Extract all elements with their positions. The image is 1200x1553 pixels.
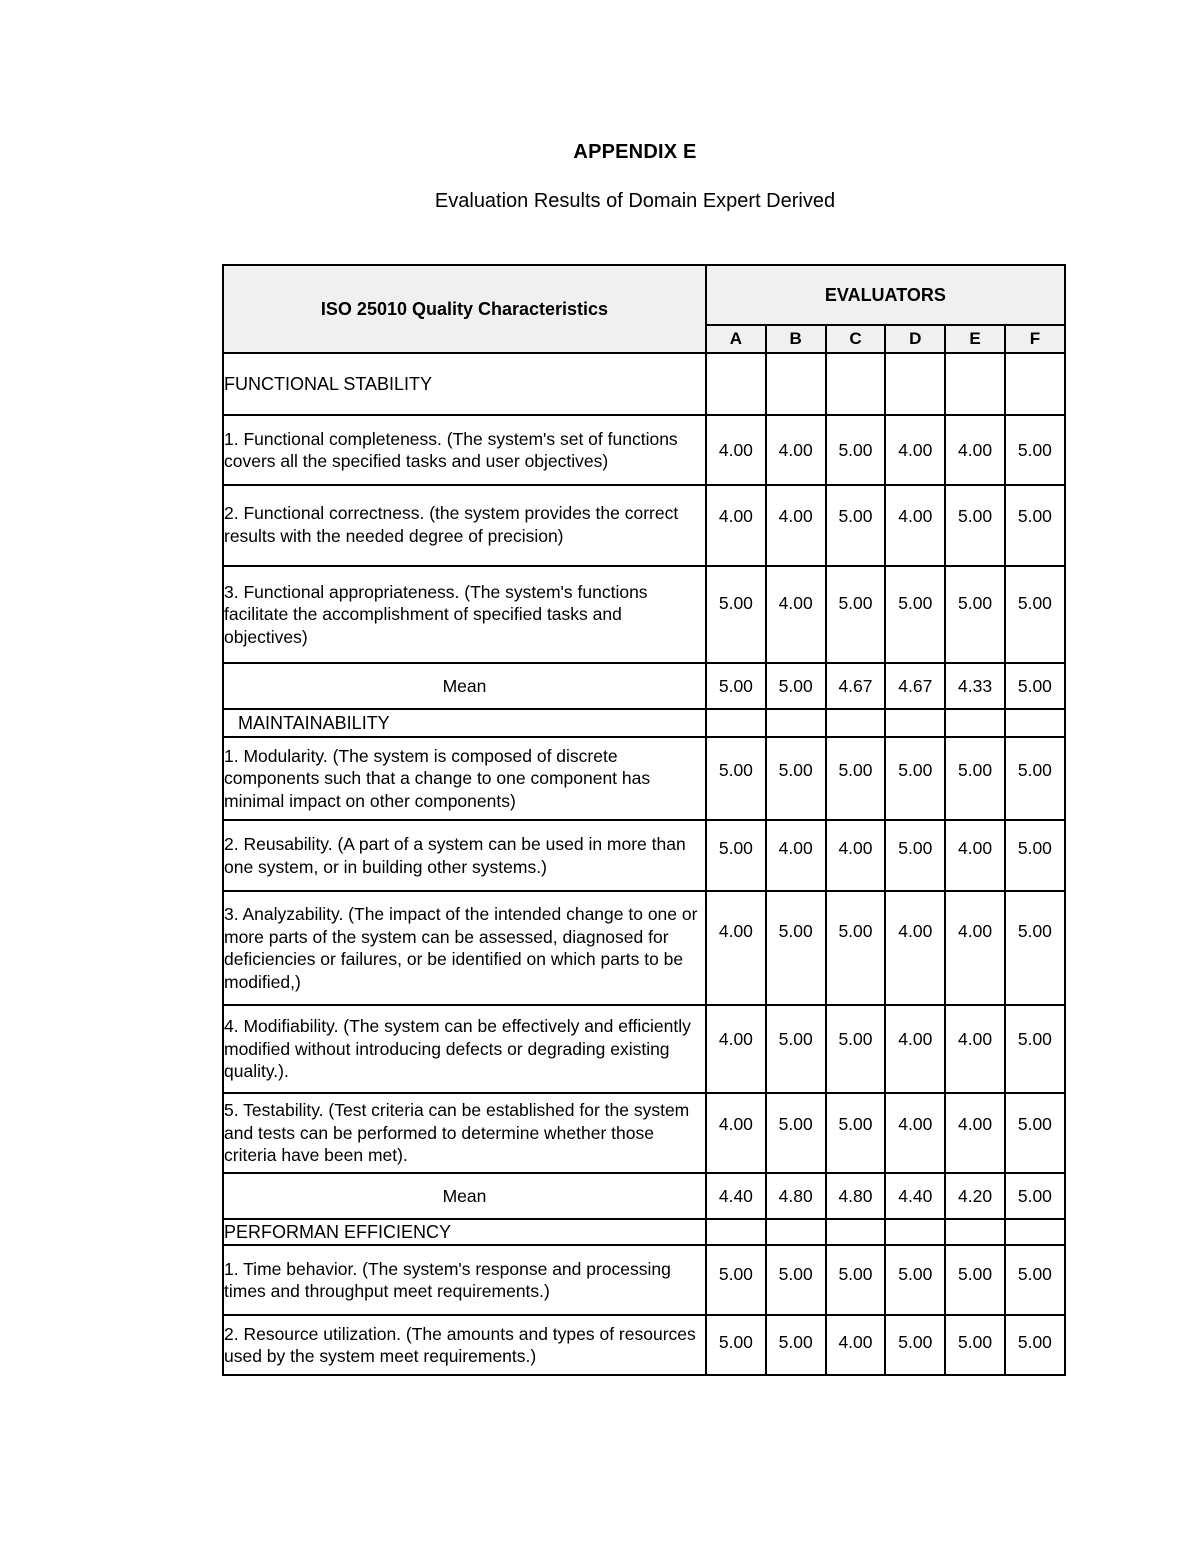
score-cell: 5.00 (826, 1093, 886, 1173)
mean-cell: 4.40 (706, 1173, 766, 1219)
table-row (223, 415, 1065, 485)
score-cell: 4.00 (766, 820, 826, 891)
evaluator-letter: E (945, 325, 1005, 353)
criterion-text: 3. Analyzability. (The impact of the intended change to one or more parts of the system can be assessed, diagnosed for deficiencies or failures, or be identified on which parts to be modified,) (223, 891, 706, 1005)
score-cell: 4.00 (885, 1005, 945, 1093)
score-cell: 5.00 (1005, 566, 1065, 663)
table-row (223, 1315, 1065, 1375)
score-cell: 5.00 (766, 1005, 826, 1093)
criterion-text: 2. Reusability. (A part of a system can be used in more than one system, or in building other systems.) (223, 820, 706, 891)
mean-row (223, 1173, 1065, 1219)
criterion-text: 1. Time behavior. (The system's response and processing times and throughput meet requirements.) (223, 1245, 706, 1315)
mean-row (223, 663, 1065, 709)
table-row (223, 1245, 1065, 1315)
score-cell: 4.00 (706, 485, 766, 566)
score-cell: 4.00 (706, 1093, 766, 1173)
section-row (223, 353, 1065, 415)
score-cell: 4.00 (945, 820, 1005, 891)
mean-cell: 4.40 (885, 1173, 945, 1219)
score-cell: 4.00 (706, 891, 766, 1005)
score-cell: 4.00 (706, 1005, 766, 1093)
score-cell: 4.00 (885, 415, 945, 485)
score-cell: 5.00 (885, 737, 945, 820)
evaluator-letter: F (1005, 325, 1065, 353)
score-cell: 4.00 (766, 566, 826, 663)
criterion-text: 1. Functional completeness. (The system's set of functions covers all the specified tasks and user objectives) (223, 415, 706, 485)
score-cell: 5.00 (826, 1245, 886, 1315)
table-row (223, 737, 1065, 820)
score-cell: 5.00 (826, 1005, 886, 1093)
mean-label: Mean (223, 663, 706, 709)
section-title: FUNCTIONAL STABILITY (223, 353, 706, 415)
score-cell: 5.00 (826, 485, 886, 566)
evaluator-letter: B (766, 325, 826, 353)
evaluator-letter: C (826, 325, 886, 353)
score-cell: 5.00 (1005, 1245, 1065, 1315)
header-evaluators: EVALUATORS (706, 265, 1065, 325)
score-cell: 5.00 (1005, 415, 1065, 485)
table-row (223, 566, 1065, 663)
score-cell: 5.00 (885, 1245, 945, 1315)
header-characteristics: ISO 25010 Quality Characteristics (223, 265, 706, 353)
criterion-text: 3. Functional appropriateness. (The system's functions facilitate the accomplishment of specified tasks and objectives) (223, 566, 706, 663)
criterion-text: 2. Resource utilization. (The amounts and types of resources used by the system meet requirements.) (223, 1315, 706, 1375)
section-title: PERFORMAN EFFICIENCY (223, 1219, 706, 1245)
score-cell: 5.00 (766, 1315, 826, 1375)
criterion-text: 2. Functional correctness. (the system provides the correct results with the needed degree of precision) (223, 485, 706, 566)
score-cell: 4.00 (885, 891, 945, 1005)
score-cell: 5.00 (1005, 820, 1065, 891)
score-cell: 5.00 (1005, 737, 1065, 820)
score-cell: 4.00 (945, 415, 1005, 485)
score-cell: 4.00 (826, 820, 886, 891)
section-title: MAINTAINABILITY (223, 709, 706, 737)
score-cell: 5.00 (1005, 1005, 1065, 1093)
mean-cell: 4.80 (826, 1173, 886, 1219)
mean-cell: 4.67 (826, 663, 886, 709)
score-cell: 5.00 (766, 1093, 826, 1173)
score-cell: 5.00 (706, 1315, 766, 1375)
score-cell: 5.00 (826, 737, 886, 820)
score-cell: 4.00 (766, 415, 826, 485)
score-cell: 4.00 (885, 1093, 945, 1173)
score-cell: 5.00 (706, 566, 766, 663)
table-row (223, 485, 1065, 566)
score-cell: 5.00 (766, 891, 826, 1005)
table-row (223, 1093, 1065, 1173)
criterion-text: 4. Modifiability. (The system can be effectively and efficiently modified without introducing defects or degrading existing quality.). (223, 1005, 706, 1093)
score-cell: 5.00 (945, 1245, 1005, 1315)
table-row (223, 891, 1065, 1005)
score-cell: 5.00 (945, 566, 1005, 663)
score-cell: 4.00 (945, 891, 1005, 1005)
score-cell: 5.00 (1005, 891, 1065, 1005)
appendix-subheading: Evaluation Results of Domain Expert Derived (434, 190, 836, 212)
evaluation-table (222, 264, 1066, 1376)
criterion-text: 1. Modularity. (The system is composed of discrete components such that a change to one component has minimal impact on other components) (223, 737, 706, 820)
score-cell: 5.00 (885, 566, 945, 663)
mean-cell: 5.00 (766, 663, 826, 709)
score-cell: 4.00 (766, 485, 826, 566)
mean-cell: 4.67 (885, 663, 945, 709)
score-cell: 5.00 (1005, 1315, 1065, 1375)
score-cell: 5.00 (706, 1245, 766, 1315)
score-cell: 5.00 (945, 1315, 1005, 1375)
score-cell: 5.00 (945, 737, 1005, 820)
score-cell: 5.00 (1005, 1093, 1065, 1173)
mean-cell: 4.33 (945, 663, 1005, 709)
section-row (223, 1219, 1065, 1245)
mean-cell: 5.00 (1005, 1173, 1065, 1219)
score-cell: 5.00 (945, 485, 1005, 566)
score-cell: 4.00 (945, 1093, 1005, 1173)
criterion-text: 5. Testability. (Test criteria can be established for the system and tests can be performed to determine whether those criteria have been met). (223, 1093, 706, 1173)
section-row (223, 709, 1065, 737)
table-row (223, 1005, 1065, 1093)
score-cell: 5.00 (885, 1315, 945, 1375)
score-cell: 4.00 (706, 415, 766, 485)
score-cell: 4.00 (885, 485, 945, 566)
score-cell: 5.00 (1005, 485, 1065, 566)
mean-cell: 5.00 (706, 663, 766, 709)
score-cell: 5.00 (826, 891, 886, 1005)
score-cell: 5.00 (766, 1245, 826, 1315)
score-cell: 5.00 (706, 737, 766, 820)
mean-cell: 4.80 (766, 1173, 826, 1219)
score-cell: 5.00 (826, 415, 886, 485)
score-cell: 4.00 (945, 1005, 1005, 1093)
mean-label: Mean (223, 1173, 706, 1219)
score-cell: 4.00 (826, 1315, 886, 1375)
mean-cell: 5.00 (1005, 663, 1065, 709)
score-cell: 5.00 (826, 566, 886, 663)
score-cell: 5.00 (706, 820, 766, 891)
evaluator-letter: D (885, 325, 945, 353)
mean-cell: 4.20 (945, 1173, 1005, 1219)
evaluator-letter: A (706, 325, 766, 353)
score-cell: 5.00 (885, 820, 945, 891)
appendix-heading: APPENDIX E (573, 141, 697, 163)
score-cell: 5.00 (766, 737, 826, 820)
table-row (223, 820, 1065, 891)
